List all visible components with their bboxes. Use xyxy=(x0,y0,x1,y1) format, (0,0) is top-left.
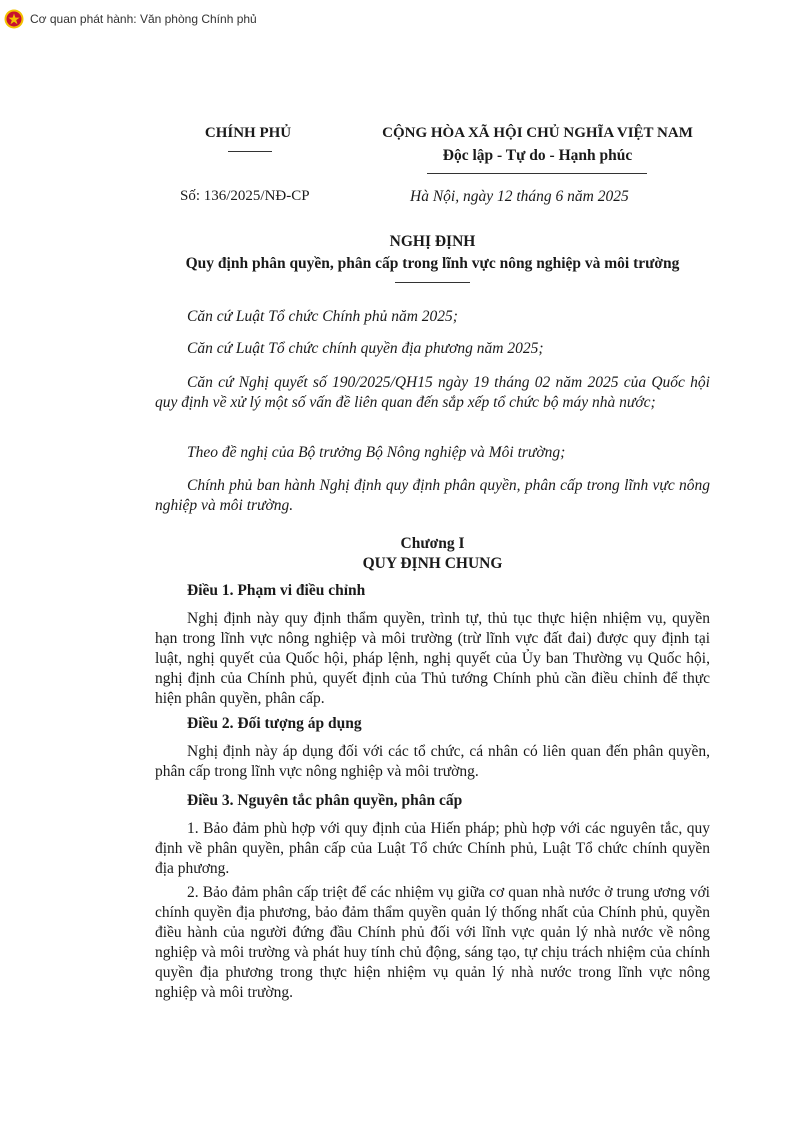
place-date: Hà Nội, ngày 12 tháng 6 năm 2025 xyxy=(410,188,629,205)
national-motto: Độc lập - Tự do - Hạnh phúc xyxy=(442,147,633,164)
article-paragraph: Nghị định này quy định thẩm quyền, trình tự, thủ tục thực hiện nhiệm vụ, quyền hạn trong lĩnh vực nông nghiệp và môi trường (trừ lĩnh vực đất đai) được quy định tại luật, nghị quyết của Quốc hội, pháp lệnh, nghị quyết của Ủy ban Thường vụ Quốc hội, nghị định của Chính phủ, quyết định của Thủ tướng Chính phủ cần điều chỉnh để thực hiện phân quyền, phân cấp. xyxy=(155,610,710,707)
agency-name: CHÍNH PHỦ xyxy=(204,125,292,141)
preamble-item: Căn cứ Nghị quyết số 190/2025/QH15 ngày 19 tháng 02 năm 2025 của Quốc hội quy định về xử lý một số vấn đề liên quan đến sắp xếp tổ chức bộ máy nhà nước; xyxy=(155,374,710,411)
chapter-title: QUY ĐỊNH CHUNG xyxy=(362,555,503,572)
article-heading: Điều 1. Phạm vi điều chỉnh xyxy=(187,582,366,599)
preamble-item: Chính phủ ban hành Nghị định quy định phân quyền, phân cấp trong lĩnh vực nông nghiệp và môi trường. xyxy=(155,477,710,514)
agency-underline xyxy=(228,151,272,152)
article-heading: Điều 2. Đối tượng áp dụng xyxy=(187,715,362,732)
document-subject: Quy định phân quyền, phân cấp trong lĩnh vực nông nghiệp và môi trường xyxy=(185,255,680,272)
preamble-item: Căn cứ Luật Tổ chức chính quyền địa phương năm 2025; xyxy=(187,340,544,357)
nation-name: CỘNG HÒA XÃ HỘI CHỦ NGHĨA VIỆT NAM xyxy=(382,125,693,141)
article-paragraph: 2. Bảo đảm phân cấp triệt để các nhiệm vụ giữa cơ quan nhà nước ở trung ương với chính quyền địa phương, bảo đảm thẩm quyền quản lý thống nhất của Chính phủ, quyền điều hành của người đứng đầu Chính phủ đối với lĩnh vực quản lý nhà nước về nông nghiệp và môi trường và phát huy tính chủ động, sáng tạo, tự chịu trách nhiệm của chính quyền địa phương trong thực hiện nhiệm vụ quản lý nhà nước trong lĩnh vực nông nghiệp và môi trường. xyxy=(155,884,710,1001)
article-paragraph: Nghị định này áp dụng đối với các tổ chức, cá nhân có liên quan đến phân quyền, phân cấp trong lĩnh vực nông nghiệp và môi trường. xyxy=(155,743,710,780)
document-type: NGHỊ ĐỊNH xyxy=(389,233,476,250)
issuer-label: Cơ quan phát hành: Văn phòng Chính phủ xyxy=(30,12,257,26)
preamble-item: Theo đề nghị của Bộ trưởng Bộ Nông nghiệp và Môi trường; xyxy=(187,444,566,461)
preamble-item: Căn cứ Luật Tổ chức Chính phủ năm 2025; xyxy=(187,308,458,325)
motto-underline xyxy=(427,173,647,174)
document-number: Số: 136/2025/NĐ-CP xyxy=(180,188,310,204)
article-paragraph: 1. Bảo đảm phù hợp với quy định của Hiến pháp; phù hợp với các nguyên tắc, quy định về phân quyền, phân cấp của Luật Tổ chức Chính phủ, Luật Tổ chức chính quyền địa phương. xyxy=(155,820,710,877)
title-underline xyxy=(395,282,470,283)
article-heading: Điều 3. Nguyên tắc phân quyền, phân cấp xyxy=(187,792,463,809)
chapter-label: Chương I xyxy=(400,535,465,552)
